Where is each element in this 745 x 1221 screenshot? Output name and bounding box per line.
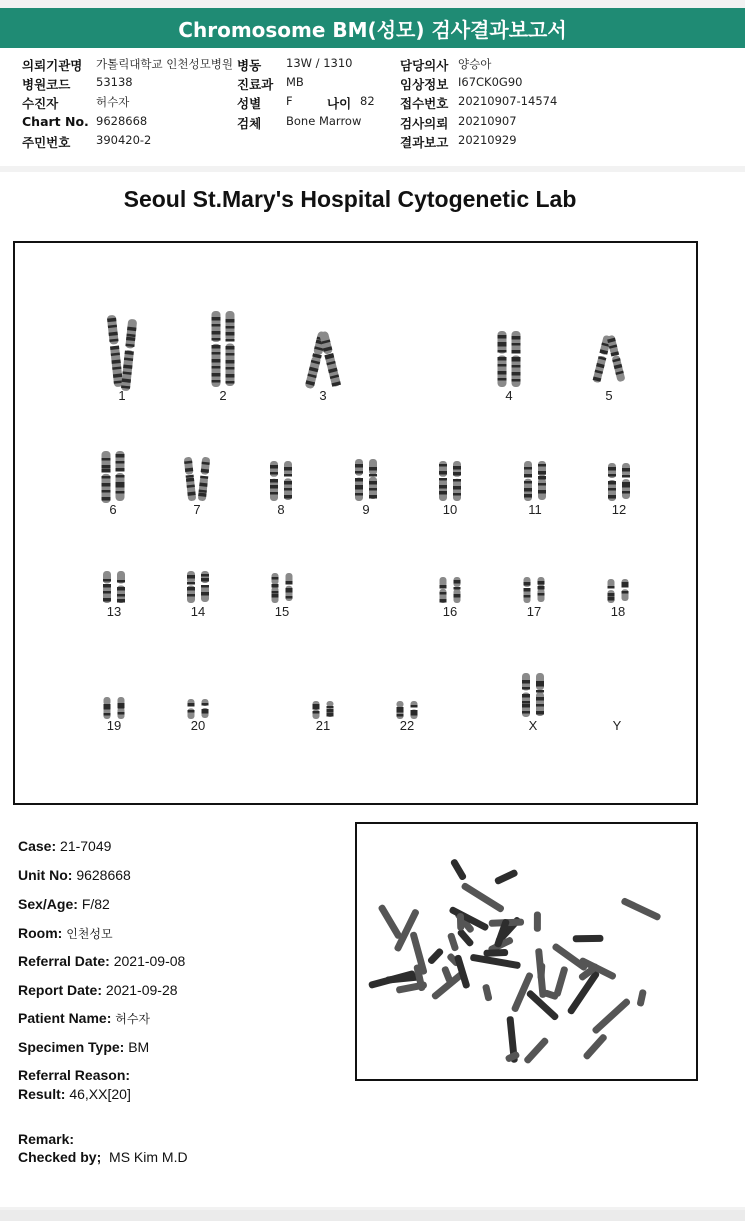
resident-no-label: 주민번호	[22, 135, 71, 150]
result-value: 46,XX[20]	[69, 1086, 131, 1102]
chromosome-label-X: X	[528, 718, 538, 733]
lab-title: Seoul St.Mary's Hospital Cytogenetic Lab	[123, 186, 577, 212]
checked-by-value: MS Kim M.D	[109, 1149, 188, 1165]
chromosome-label-2: 2	[219, 388, 227, 403]
chromosome-label-20: 20	[190, 718, 206, 733]
doctor-value: 양승아	[458, 57, 492, 71]
referral-reason-row	[18, 1067, 130, 1083]
referral-date-value: 2021-09-08	[113, 953, 186, 969]
chromosome-pair-3	[305, 331, 342, 389]
result-report-label: 결과보고	[400, 135, 449, 150]
report-title-bar	[0, 8, 745, 48]
clinical-info-label: 임상정보	[400, 77, 449, 92]
chromosome-label-14: 14	[190, 604, 206, 619]
age-value: 82	[360, 94, 375, 108]
result-report-value: 20210929	[458, 133, 517, 147]
chromosome-pair-2	[212, 311, 235, 387]
chromosome-label-7: 7	[193, 502, 201, 517]
chromosome-pair-7	[184, 457, 211, 502]
sex-age-row	[18, 896, 110, 912]
hospital-code-value: 53138	[96, 75, 133, 89]
remark-label: Remark:	[18, 1131, 75, 1147]
chromosome-label-13: 13	[106, 604, 122, 619]
specimen-value: Bone Marrow	[286, 114, 362, 128]
result-row	[18, 1086, 131, 1102]
chromosome-label-Y: Y	[612, 718, 622, 733]
patient-value: 허수자	[96, 95, 130, 109]
chromosome-pair-1	[107, 315, 137, 392]
chromosome-label-15: 15	[274, 604, 290, 619]
chromosome-pair-18	[608, 579, 629, 603]
doctor-label: 담당의사	[400, 58, 449, 73]
result-label: Result:	[18, 1086, 66, 1102]
metaphase-spread	[355, 822, 698, 1081]
chromosome-label-18: 18	[610, 604, 626, 619]
chromosome-pair-6	[102, 451, 125, 503]
chromosome-label-5: 5	[605, 388, 613, 403]
chromosome-label-11: 11	[528, 502, 542, 517]
chromosome-label-3: 3	[319, 388, 327, 403]
karyogram	[13, 241, 698, 805]
chromosome-label-9: 9	[362, 502, 370, 517]
unit-no-label: Unit No:	[18, 867, 73, 883]
room-value: 인천성모	[66, 927, 113, 941]
chromosome-pair-16	[440, 577, 461, 603]
chromosome-label-16: 16	[442, 604, 458, 619]
chromosome-label-22: 22	[399, 718, 415, 733]
chromosome-label-19: 19	[106, 718, 122, 733]
remark-row	[18, 1131, 74, 1147]
request-date-value: 20210907	[458, 114, 517, 128]
receipt-no-value: 20210907-14574	[458, 94, 558, 108]
ward-label: 병동	[237, 58, 262, 73]
chromosome-pair-15	[272, 573, 293, 603]
chromosome-pair-9	[355, 459, 377, 501]
hospital-code-label: 병원코드	[22, 77, 71, 92]
sex-age-label: Sex/Age:	[18, 896, 78, 912]
report-date-row	[18, 982, 178, 998]
bottom-strip	[0, 1210, 745, 1221]
chromosome-label-21: 21	[315, 718, 331, 733]
age-label: 나이	[327, 96, 352, 111]
specimen-type-row	[18, 1039, 149, 1055]
chromosome-label-12: 12	[611, 502, 627, 517]
specimen-type-value: BM	[128, 1039, 150, 1055]
case-row	[18, 838, 111, 854]
chromosome-label-8: 8	[277, 502, 285, 517]
chromosome-pair-14	[187, 571, 209, 603]
request-date-label: 검사의뢰	[400, 116, 449, 131]
department-label: 진료과	[237, 77, 274, 92]
sex-value: F	[286, 94, 293, 108]
unit-no-value: 9628668	[76, 867, 131, 883]
room-label: Room:	[18, 925, 63, 941]
patient-name-row	[18, 1010, 150, 1027]
referral-date-row	[18, 953, 185, 969]
case-value: 21-7049	[60, 838, 112, 854]
room-row	[18, 925, 113, 942]
report-title: Chromosome BM(성모) 검사결과보고서	[178, 17, 567, 42]
sex-age-value: F/82	[81, 896, 110, 912]
metaphase-image	[357, 824, 696, 1079]
chart-no-value: 9628668	[96, 114, 148, 128]
unit-no-row	[18, 867, 131, 883]
chromosome-pair-12	[608, 463, 630, 501]
chromosome-pair-X	[522, 673, 544, 717]
chromosome-label-10: 10	[442, 502, 458, 517]
chromosome-pair-5	[592, 335, 625, 384]
report-date-value: 2021-09-28	[105, 982, 178, 998]
chromosome-pair-11	[524, 461, 546, 501]
chromosome-pair-10	[439, 461, 461, 501]
checked-by-label: Checked by;	[18, 1149, 102, 1165]
chromosome-label-1: 1	[118, 388, 126, 403]
case-label: Case:	[18, 838, 57, 854]
chromosome-label-4: 4	[505, 388, 513, 403]
referral-reason-label: Referral Reason:	[18, 1067, 131, 1083]
sex-label: 성별	[237, 96, 262, 111]
report-date-label: Report Date:	[18, 982, 103, 998]
ward-value: 13W / 1310	[286, 56, 353, 70]
institution-value: 가톨릭대학교 인천성모병원	[96, 57, 233, 71]
checked-by-row	[18, 1149, 188, 1165]
patient-name-label: Patient Name:	[18, 1010, 112, 1026]
chromosome-label-17: 17	[526, 604, 542, 619]
chromosome-pair-17	[524, 577, 545, 603]
institution-label: 의뢰기관명	[22, 58, 83, 73]
department-value: MB	[286, 75, 304, 89]
karyogram-image	[15, 243, 696, 803]
metaphase-chromosomes	[368, 858, 662, 1065]
patient-name-value: 허수자	[115, 1012, 151, 1026]
patient-label: 수진자	[22, 96, 59, 111]
specimen-type-label: Specimen Type:	[18, 1039, 125, 1055]
specimen-label: 검체	[237, 116, 262, 131]
chromosome-pair-21	[313, 701, 334, 719]
receipt-no-label: 접수번호	[400, 96, 449, 111]
chromosome-pair-22	[397, 701, 418, 719]
clinical-info-value: I67CK0G90	[458, 75, 523, 89]
chromosome-pair-20	[188, 699, 209, 719]
chart-no-label: Chart No.	[22, 114, 89, 129]
chromosome-label-6: 6	[109, 502, 117, 517]
chromosome-pair-8	[270, 461, 292, 501]
referral-date-label: Referral Date:	[18, 953, 110, 969]
resident-no-value: 390420-2	[96, 133, 152, 147]
patient-info-panel	[0, 48, 745, 166]
chromosome-pair-4	[498, 331, 521, 387]
chromosome-pair-19	[104, 697, 125, 719]
chromosome-pair-13	[103, 571, 125, 603]
